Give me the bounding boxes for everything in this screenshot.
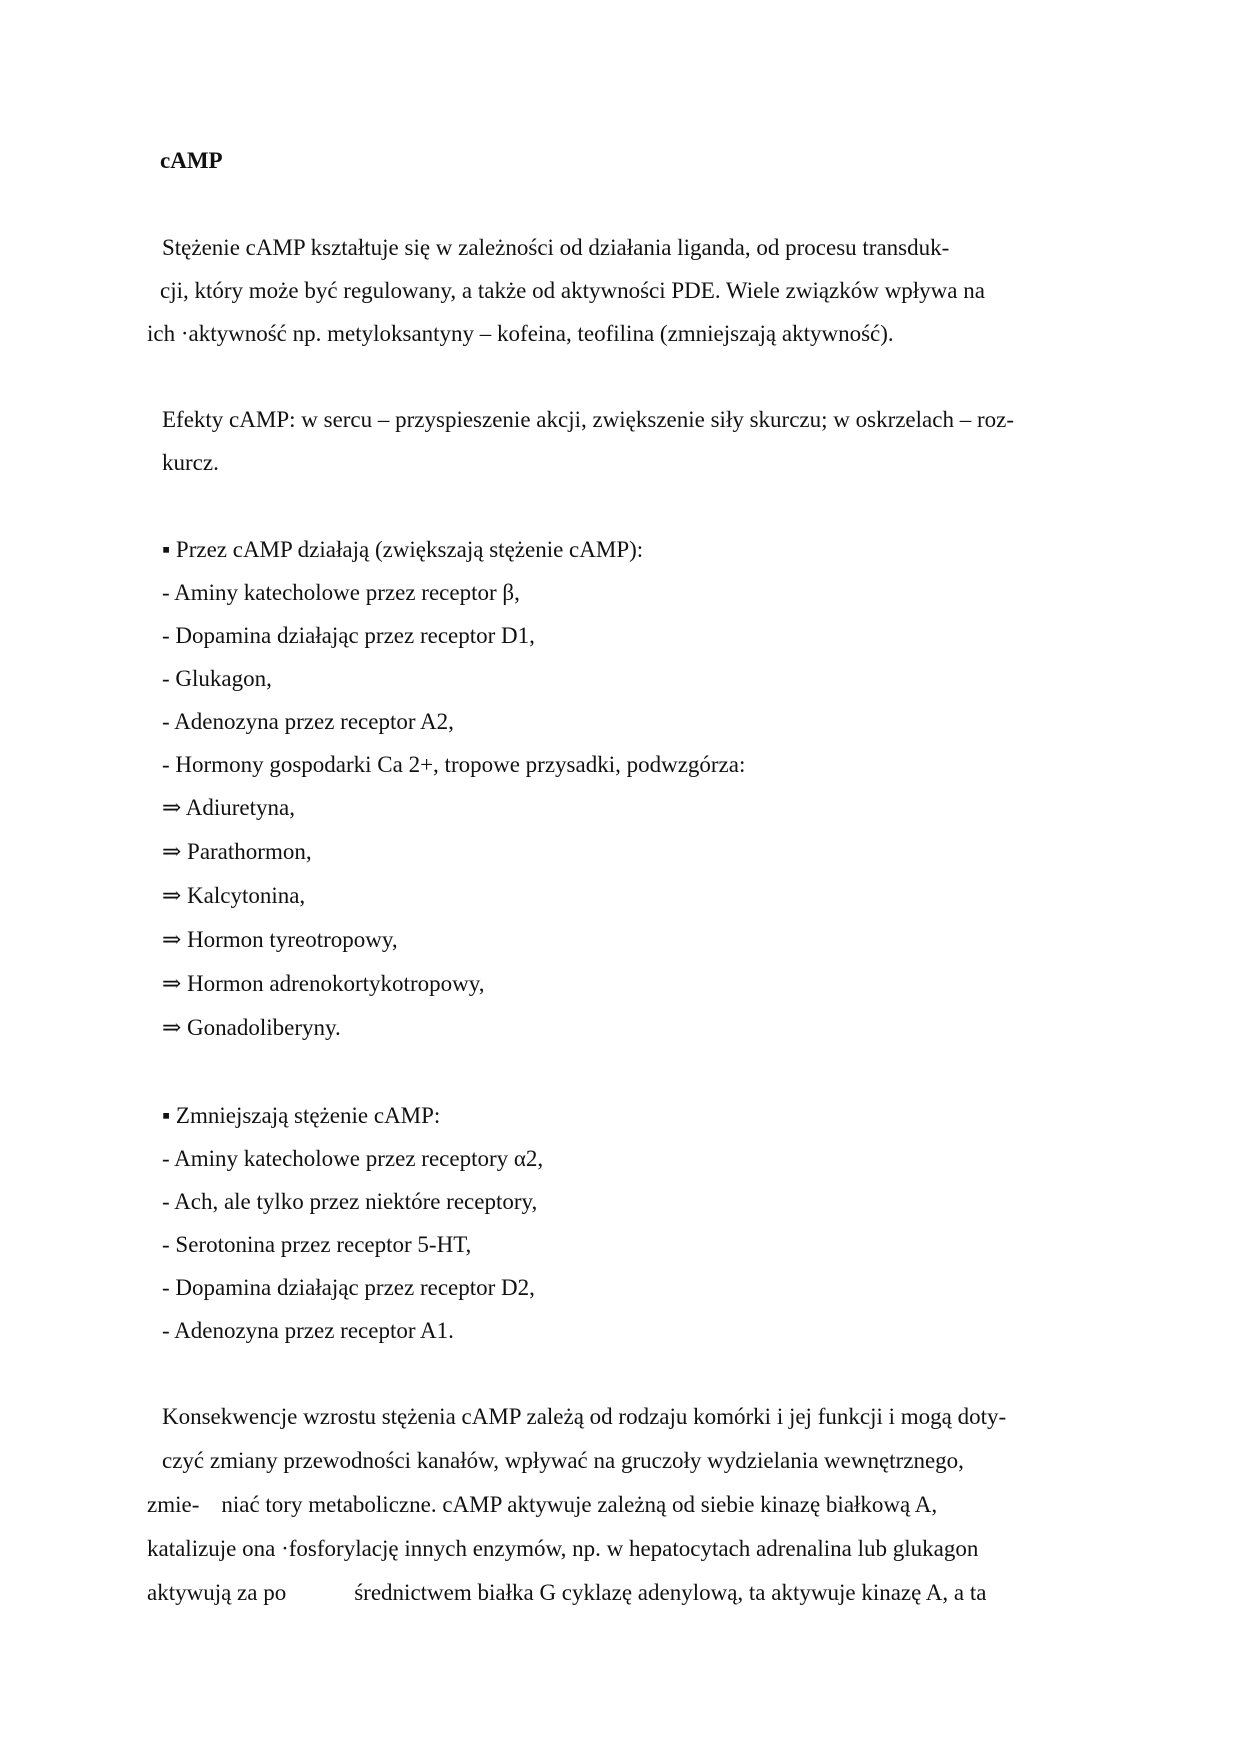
list-item: - Hormony gospodarki Ca 2+, tropowe przysadki, podwzgórza:	[162, 752, 746, 777]
paragraph-line: ich ·aktywność np. metyloksantyny – kofeina, teofilina (zmniejszają aktywność).	[147, 321, 894, 346]
list-heading-increase: ▪ Przez cAMP działają (zwiększają stężenie cAMP):	[162, 537, 644, 562]
page-title: cAMP	[160, 148, 223, 173]
paragraph-fragment: zmie-	[147, 1492, 200, 1517]
paragraph-line: cji, który może być regulowany, a także od aktywności PDE. Wiele związków wpływa na	[160, 278, 985, 303]
list-item: - Aminy katecholowe przez receptor β,	[162, 580, 520, 605]
list-item: - Glukagon,	[162, 666, 272, 691]
paragraph-line	[147, 1578, 986, 1608]
list-item: ⇒ Gonadoliberyny.	[162, 1015, 341, 1040]
list-item: - Dopamina działając przez receptor D1,	[162, 623, 535, 648]
paragraph-line: czyć zmiany przewodności kanałów, wpływać na gruczoły wydzielania wewnętrznego,	[162, 1448, 964, 1473]
list-item: - Aminy katecholowe przez receptory α2,	[162, 1146, 544, 1171]
paragraph-line: Efekty cAMP: w sercu – przyspieszenie akcji, zwiększenie siły skurczu; w oskrzelach – roz-	[162, 407, 1014, 432]
paragraph-fragment: aktywują za po	[147, 1580, 287, 1605]
paragraph-line: katalizuje ona ·fosforylację innych enzymów, np. w hepatocytach adrenalina lub glukagon	[147, 1536, 979, 1561]
list-item: ⇒ Adiuretyna,	[162, 795, 295, 820]
list-item: - Ach, ale tylko przez niektóre receptory,	[162, 1189, 538, 1214]
list-heading-decrease: ▪ Zmniejszają stężenie cAMP:	[162, 1103, 441, 1128]
paragraph-fragment: niać tory metaboliczne. cAMP aktywuje zależną od siebie kinazę białkową A,	[221, 1492, 938, 1517]
list-item: - Dopamina działając przez receptor D2,	[162, 1275, 535, 1300]
list-item: ⇒ Parathormon,	[162, 839, 312, 864]
paragraph-line: kurcz.	[162, 450, 219, 475]
list-item: ⇒ Hormon adrenokortykotropowy,	[162, 971, 485, 996]
list-item: - Adenozyna przez receptor A2,	[162, 709, 454, 734]
paragraph-line	[147, 1490, 937, 1520]
list-item: - Serotonina przez receptor 5-HT,	[162, 1232, 472, 1257]
list-item: - Adenozyna przez receptor A1.	[162, 1318, 454, 1343]
paragraph-line: Konsekwencje wzrostu stężenia cAMP zależą od rodzaju komórki i jej funkcji i mogą doty-	[162, 1404, 1007, 1429]
paragraph-line: Stężenie cAMP kształtuje się w zależności od działania liganda, od procesu transduk-	[162, 235, 950, 260]
list-item: ⇒ Hormon tyreotropowy,	[162, 927, 398, 952]
list-item: ⇒ Kalcytonina,	[162, 883, 306, 908]
paragraph-fragment: średnictwem białka G cyklazę adenylową, ta aktywuje kinazę A, a ta	[354, 1580, 987, 1605]
